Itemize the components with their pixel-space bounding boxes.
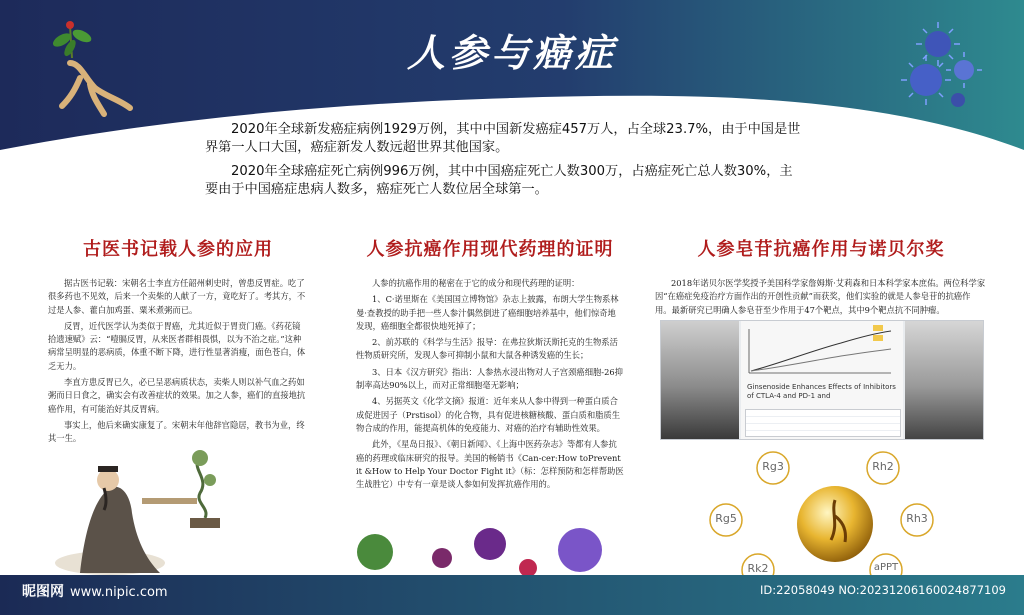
column-paragraph: 人参的抗癌作用的秘密在于它的成分和现代药理的证明： xyxy=(372,278,580,288)
watermark-site: www.nipic.com xyxy=(70,585,168,600)
intro-paragraph: 2020年全球癌症死亡病例996万例，其中中国癌症死亡人数300万，占癌症死亡总人数30%，主要由于中国癌症患病人数多，癌症死亡人数位居全球第一。 xyxy=(205,164,793,197)
column-heading: 人参抗癌作用现代药理的证明 xyxy=(366,239,614,260)
column-heading: 古医书记载人参的应用 xyxy=(83,239,273,260)
scientist-portrait-left xyxy=(661,321,739,439)
column-paragraph: 反胃，近代医学认为类似于胃癌，尤其近似于胃贲门癌。《药花镜拾遗速赋》云：“噎膈反胃，从来医者群相畏惧，以为不治之症。”这种病常呈明显的恶病质，体重不断下降，进行性显著消瘦，面色苍白，体乏无力。 xyxy=(48,320,306,371)
figure-title: Ginsenoside Enhances Effects of Inhibitors of CTLA-4 and PD-1 and xyxy=(747,383,896,400)
watermark-id: ID:22058049 NO:20231206160024877109 xyxy=(760,583,1006,597)
research-graph xyxy=(741,321,903,381)
column-nobel-prize xyxy=(655,235,987,320)
nobel-photo-collage xyxy=(660,320,984,440)
column-paragraph: 2、前苏联的《科学与生活》报导：在弗拉狄斯沃斯托克的生物系活性物质研究所，发现人参可抑制小鼠和大鼠各种诱发癌的生长； xyxy=(356,337,618,361)
research-figure xyxy=(741,321,903,439)
column-paragraph: 1、C·诺里斯在《美国国立博物馆》杂志上披露，布朗大学生物系林曼·查教授的助手把一些人参汁偶然倒进了癌细胞培养基中，他们惊奇地发现，癌细胞全都很快地死掉了； xyxy=(356,294,619,331)
column-paragraph: 据古医书记载：宋朝名士李直方任韶州刺史时，曾患反胃症。吃了很多药也不见效，后来一个卖柴的人献了一方，竟吃好了。考其方，不过是人参、藿白加鸡蛋、粟米煮粥而已。 xyxy=(48,278,306,315)
column-paragraph: 李直方患反胃已久，必已呈恶病质状态，卖柴人则以补气血之药如粥而日日食之，确实会有改善症状的效果。加之人参，癌们的直接地抗癌作用，有可能治好其反胃病。 xyxy=(48,377,306,414)
column-paragraph: 3、日本《汉方研究》指出：人参热水浸出物对人子宫颈癌细胞-26抑制率高达90%以上，而对正常细胞毫无影响； xyxy=(356,366,623,391)
scientist-portrait-right xyxy=(905,321,983,439)
column-paragraph: 此外，《星岛日报》、《朝日新闻》、《上海中医药杂志》等都有人参抗癌的药理或临床研究的报导。美国的畅销书《Can-cer:How toPrevent it &How to Help Your Doctor Fight it》（标：怎样预防和怎样帮助医生战胜它）中专有一章是谈人参如何发挥抗癌作用的。 xyxy=(356,439,624,490)
intro-text xyxy=(205,121,805,205)
intro-paragraph: 2020年全球新发癌症病例1929万例，其中中国新发癌症457万人，占全球23.7%，由于中国是世界第一人口大国，癌症新发人数远超世界其他国家。 xyxy=(205,122,801,155)
ginsenoside-node: Rh3 xyxy=(899,502,935,538)
page-title: 人参与癌症 xyxy=(406,31,617,75)
column-paragraph: 4、另据英文《化学文摘》报道：近年来从人参中得到一种蛋白质合成促进因子（Prstisol）的化合物，具有促进核糖核酸、蛋白质和脂质生物合成的作用，能提高机体的免疫能力、对癌的治疗有辅助性效果。 xyxy=(356,396,621,433)
virus-row-icon xyxy=(350,520,620,580)
column-paragraph: 2018年诺贝尔医学奖授予美国科学家詹姆斯·艾莉森和日本科学家本庶佑。两位科学家因“在癌症免疫治疗方面作出的开创性贡献”而获奖，他们实验的就是人参皂苷的抗癌作用。最新研究已明确人参皂苷至少作用于47个靶点，其中9个靶点抗不同肿瘤。 xyxy=(655,278,986,315)
column-paragraph: 事实上，他后来确实康复了。宋朝末年他辞官隐居，教书为业，终其一生。 xyxy=(48,419,305,444)
watermark-logo: 昵图网 www.nipic.com xyxy=(22,584,168,600)
figure-table xyxy=(745,409,901,437)
ginsenoside-node: Rg5 xyxy=(708,502,744,538)
ginsenoside-node: Rg3 xyxy=(755,450,791,486)
column-modern-pharmacology xyxy=(356,235,624,494)
ginsenoside-node: Rh2 xyxy=(865,450,901,486)
ginsenoside-node: aPPT xyxy=(868,552,904,588)
ginsenoside-node: Rk2 xyxy=(740,552,776,588)
ancient-scholar-illustration xyxy=(50,438,240,578)
column-ancient-records xyxy=(48,235,308,449)
column-heading: 人参皂苷抗癌作用与诺贝尔奖 xyxy=(697,239,945,260)
